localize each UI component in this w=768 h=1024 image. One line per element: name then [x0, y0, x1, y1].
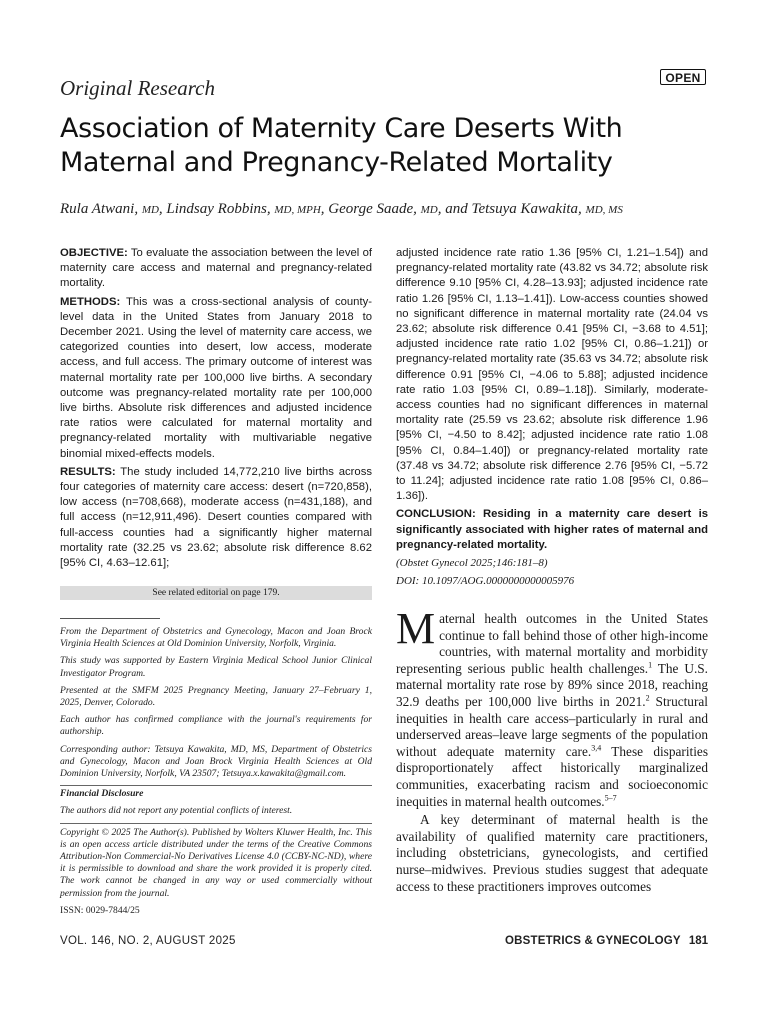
open-access-badge: OPEN	[660, 69, 706, 85]
section-label: Original Research	[60, 76, 215, 100]
volume-issue: VOL. 146, NO. 2, AUGUST 2025	[60, 935, 236, 947]
doi-link[interactable]: DOI: 10.1097/AOG.0000000000005976	[396, 575, 575, 588]
author-degree: MD	[141, 204, 159, 216]
drop-cap: M	[396, 604, 436, 653]
financial-disclosure-title: Financial Disclosure	[60, 785, 372, 800]
citation: (Obstet Gynecol 2025;146:181–8)	[396, 557, 548, 570]
issn: ISSN: 0029-7844/25	[60, 904, 140, 916]
article-title: Association of Maternity Care Deserts With Maternal and Pregnancy-Related Mortality	[60, 113, 623, 178]
footnote-presented: Presented at the SMFM 2025 Pregnancy Meeting, January 27–February 1, 2025, Denver, Colorado.	[60, 684, 372, 709]
author-name: Rula Atwani	[60, 201, 135, 217]
footnote-support: This study was supported by Eastern Virginia Medical School Junior Clinical Investigator Program.	[60, 655, 372, 679]
abstract-left-column	[60, 246, 372, 574]
article-body	[396, 604, 708, 895]
author-name: Lindsay Robbins	[166, 201, 267, 217]
footnote-corresponding: Corresponding author: Tetsuya Kawakita, MD, MS, Department of Obstetrics and Gynecology, Macon and Joan Brock Virginia Health Sciences at Old Dominion University, Norfolk, VA 23507; Tetsuya.x.kawakita@gmail.com.	[60, 743, 372, 780]
abstract-objective: OBJECTIVE: To evaluate the association between the level of maternity care access and maternal and pregnancy-related mortality.	[60, 247, 372, 290]
page-number: 181	[688, 935, 708, 947]
body-paragraph: A key determinant of maternal health is the availability of qualified maternity care practitioners, including obstetricians, gynecologists, and certified nurse–midwives. Previous studies suggest that adequate access to these practitioners improves outcomes	[396, 812, 708, 894]
footnote-divider	[60, 618, 160, 619]
financial-disclosure: The authors did not report any potential conflicts of interest.	[60, 805, 293, 817]
body-paragraph: Maternal health outcomes in the United States continue to fall behind those of other high-income countries, with maternal mortality and morbidity representing serious public health challenges.$^1$ The U.S. maternal mortality rate rose by 89% since 2018, reaching 32.9 deaths per 100,000 live births in 2021.$^2$ Structural inequities in health care access–particularly in rural and underserved areas–leave large segments of the population without adequate maternity care.$^{3,4}$ These disparities disproportionately affect historically marginalized communities, exacerbating racism and socioeconomic inequities in maternal health outcomes.$^{5-7}$	[396, 604, 708, 809]
copyright-notice: Copyright © 2025 The Author(s). Published by Wolters Kluwer Health, Inc. This is an open access article distributed under the terms of the Creative Commons Attribution-Non Commercial-No Derivatives License 4.0 (CCBY-NC-ND), where it is permissible to download and share the work provided it is properly cited. The work cannot be changed in any way or used commercially without permission from the journal.	[60, 823, 372, 900]
author-name: Tetsuya Kawakita	[471, 201, 579, 217]
author-degree: MD, MPH	[274, 204, 321, 216]
author-degree: MD, MS	[585, 204, 623, 216]
abstract-right-column	[396, 246, 708, 592]
abstract-results-continued: adjusted incidence rate ratio 1.36 [95% CI, 1.21–1.54]) and pregnancy-related mortality rate (43.82 vs 34.72; absolute risk difference 9.10 [95% CI, 4.28–13.93]; adjusted incidence rate ratio 1.26 [95% CI, 1.13–1.41]). Low-access counties showed no significant difference in maternal mortality rate (24.04 vs 23.62; absolute risk difference 0.41 [95% CI, −3.68 to 4.51]; adjusted incidence rate ratio 1.02 [95% CI, 0.86–1.21]) or pregnancy-related mortality rate (35.63 vs 34.72; absolute risk difference 0.91 [95% CI, −4.06 to 5.88]; adjusted incidence rate ratio 1.03 [95% CI, 0.89–1.18]). Similarly, moderate-access counties had no significant differences in maternal mortality rate (25.59 vs 23.62; absolute risk difference 1.96 [95% CI, −4.50 to 8.42]; adjusted incidence rate ratio 1.08 [95% CI, 0.84–1.40]) or pregnancy-related mortality rate (37.48 vs 34.72; absolute risk difference 2.76 [95% CI, −5.72 to 11.24]; adjusted incidence rate ratio 1.08 [95% CI, 0.86–1.36]).	[396, 247, 708, 503]
reference-marker[interactable]: 2	[645, 693, 650, 703]
journal-name: OBSTETRICS & GYNECOLOGY	[504, 935, 681, 947]
reference-marker[interactable]: 5–7	[604, 793, 617, 803]
reference-marker[interactable]: 3,4	[591, 743, 602, 753]
reference-marker[interactable]: 1	[648, 660, 653, 670]
related-editorial-note: See related editorial on page 179.	[60, 586, 372, 600]
author-name: George Saade	[328, 201, 414, 217]
footnote-compliance: Each author has confirmed compliance with the journal's requirements for authorship.	[60, 714, 372, 738]
abstract-results: RESULTS: The study included 14,772,210 live births across four categories of maternity care access: desert (n=720,858), low access (n=708,668), moderate access (n=431,188), and full access (n=12,911,496). Desert counties compared with full-access counties had a significantly higher maternal mortality rate (32.25 vs 23.62; absolute risk difference 8.62 [95% CI, 4.63–12.61];	[60, 465, 372, 570]
author-list: Rula Atwani, MD, Lindsay Robbins, MD, MPH, George Saade, MD, and Tetsuya Kawakita, MD, MS	[60, 201, 623, 217]
author-degree: MD	[420, 204, 438, 216]
journal-footer	[505, 935, 708, 947]
footnote-affiliation: From the Department of Obstetrics and Gynecology, Macon and Joan Brock Virginia Health Sciences at Old Dominion University, Norfolk, Virginia.	[60, 626, 372, 650]
abstract-methods: METHODS: This was a cross-sectional analysis of county-level data in the United States from January 2018 to December 2021. Using the level of maternity care access, we categorized counties into desert, low access, moderate access, and full access. The primary outcome of interest was maternal mortality rate per 100,000 live births. A secondary outcome was pregnancy-related mortality rate per 100,000 live births. Absolute risk differences and adjusted incidence rate ratios were calculated for maternal mortality and pregnancy-related mortality with multivariable negative binomial mixed-effects models.	[60, 295, 372, 460]
abstract-conclusion: CONCLUSION: Residing in a maternity care desert is significantly associated with higher rates of maternal and pregnancy-related mortality.	[396, 508, 708, 551]
footnotes	[60, 626, 372, 922]
